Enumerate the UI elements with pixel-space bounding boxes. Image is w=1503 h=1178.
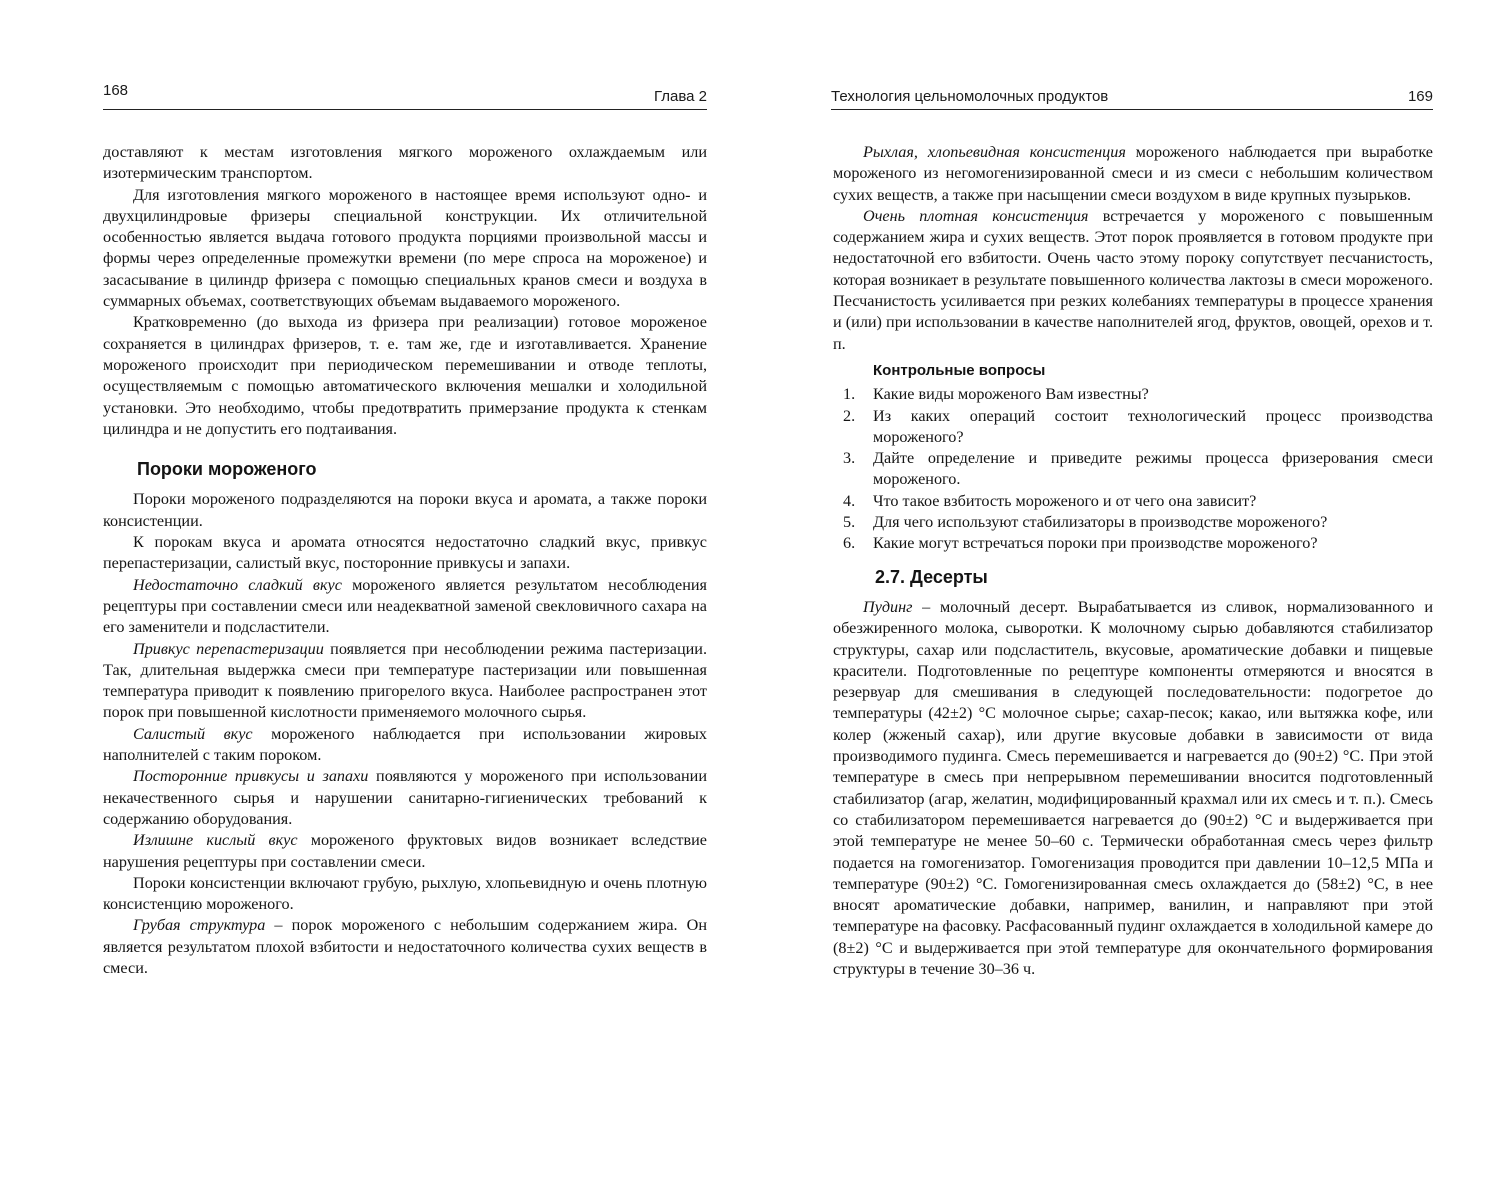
page-number: 168 xyxy=(103,82,129,99)
section-title: Пороки мороженого xyxy=(137,459,317,480)
question-item xyxy=(833,448,1433,491)
running-title: Технология цельномолочных продуктов xyxy=(831,88,1109,105)
question-item xyxy=(833,384,1433,405)
paragraph: доставляют к местам изготовления мягкого мороженого охлаждаемым или изотермическим транспортом. xyxy=(103,143,707,183)
term: Пудинг xyxy=(863,597,913,616)
running-header xyxy=(831,86,1433,110)
definition: – порок мороженого с небольшим содержанием жира. Он является результатом плохой взбитости и недостаточного количества сухих веществ в смеси. xyxy=(103,916,707,977)
page-body xyxy=(103,142,707,979)
paragraph: Кратковременно (до выхода из фризера при реализации) готовое мороженое сохраняется в цилиндрах фризеров, т. е. там же, где и изготавливается. Хранение мороженого происходит при периодическом перемешивании и отводе теплоты, осуществляемым с помощью автоматического включения мешалки и холодильной установки. Это необходимо, чтобы предотвратить примерзание продукта к стенкам цилиндра и не допустить его подтаивания. xyxy=(103,313,707,438)
term: Грубая структура xyxy=(133,916,266,935)
header-rule xyxy=(103,109,707,110)
right-page xyxy=(751,0,1503,1178)
term: Излишне кислый вкус xyxy=(133,831,298,850)
definition: мороженого является результатом несоблюдения рецептуры при составлении смеси или неадекватной заменой свекловичного сахара на его заменители и подсластители. xyxy=(103,575,707,637)
definition: мороженого наблюдается при использовании жировых наполнителей с таким пороком. xyxy=(103,724,707,765)
questions-title: Контрольные вопросы xyxy=(873,361,1046,379)
question-number: 6. xyxy=(843,534,856,553)
term: Посторонние привкусы и запахи xyxy=(133,767,369,786)
chapter-label: Глава 2 xyxy=(653,88,707,105)
term: Очень плотная консистенция xyxy=(863,206,1089,225)
question-item xyxy=(833,406,1433,449)
header-rule xyxy=(831,109,1433,110)
definition: появляется при несоблюдении режима пастеризации. Так, длительная выдержка смеси при температуре пастеризации или повышенная температура приводит к появлению пригорелого вкуса. Наиболее распространен этот порок при повышенной кислотности применяемого молочного сырья. xyxy=(103,639,707,722)
paragraph xyxy=(103,830,707,873)
definition: мороженого фруктовых видов возникает вследствие нарушения рецептуры при составлении смеси. xyxy=(103,831,707,871)
left-page xyxy=(0,0,751,1178)
paragraph xyxy=(103,724,707,767)
term: Недостаточно сладкий вкус xyxy=(133,575,342,594)
paragraph xyxy=(833,142,1433,206)
paragraph xyxy=(103,915,707,979)
question-text: Для чего используют стабилизаторы в производстве мороженого? xyxy=(873,513,1328,532)
term: Салистый вкус xyxy=(133,724,253,743)
question-item xyxy=(833,533,1433,554)
definition: встречается у мороженого с повышенным содержанием жира и сухих веществ. Этот порок проявляется в готовом продукте при недостаточной его взбитости. Очень часто этому пороку сопутствует песчанистость, которая возникает в результате повышенного количества лактозы в смеси мороженого. Песчанистость усиливается при резких колебаниях температуры в процессе хранения и (или) при использовании в качестве наполнителей ягод, фруктов, овощей, орехов и т. п. xyxy=(833,206,1433,353)
paragraph: Пороки консистенции включают грубую, рыхлую, хлопьевидную и очень плотную консистенцию мороженого. xyxy=(103,873,707,914)
paragraph xyxy=(103,575,707,639)
term: Рыхлая, хлопьевидная консистенция xyxy=(863,143,1126,161)
paragraph xyxy=(103,766,707,830)
paragraph xyxy=(103,639,707,724)
question-item xyxy=(833,491,1433,512)
question-number: 3. xyxy=(843,449,856,468)
paragraph: Для изготовления мягкого мороженого в настоящее время используют одно- и двухцилиндровые фризеры специальной конструкции. Их отличительной особенностью является выдача готового продукта порциями произвольной массы и формы через определенные промежутки времени (по мере спроса на мороженое) и засасывание в цилиндр фризера с помощью специальных кранов смеси и воздуха в суммарных объемах, соответствующих объемам выдаваемого мороженого. xyxy=(103,185,707,311)
question-number: 2. xyxy=(843,406,856,425)
question-text: Какие виды мороженого Вам известны? xyxy=(873,385,1149,404)
paragraph xyxy=(833,206,1433,355)
page-number: 169 xyxy=(1407,88,1433,105)
paragraph xyxy=(833,597,1433,980)
definition: – молочный десерт. Вырабатывается из сливок, нормализованного и обезжиренного молока, сыворотки. К молочному сырью добавляются стабилизатор структуры, сахар или подсластитель, вкусовые, ароматические добавки и пищевые красители. Подготовленные по рецептуре компоненты отмеряются и вносятся в резервуар для смешивания в следующей последовательности: подогретое до температуры (42±2) °С молочное сырье; сахар-песок; какао, или вытяжка кофе, или колер (жженый сахар), или другие вкусовые добавки в зависимости от вида производимого пудинга. Смесь перемешивается и нагревается до (90±2) °С. При этой температуре в смесь при непрерывном перемешивании вносится подготовленный стабилизатор (агар, желатин, модифицированный крахмал или их смесь и т. п.). Смесь со стабилизатором перемешивается нагревается до (90±2) °С и выдерживается при этой температуре не менее 50–60 с. Термически обработанная смесь через фильтр подается на гомогенизатор. Гомогенизация проводится при давлении 10–12,5 МПа и температуре (90±2) °С. Гомогенизированная смесь охлаждается до (58±2) °С, в нее вносят ароматические добавки, например, ванилин, и направляют при этой температуре на фасовку. Расфасованный пудинг охлаждается в холодильной камере до (8±2) °С и выдерживается при этой температуре для окончательного формирования структуры в течение 30–36 ч. xyxy=(833,597,1433,978)
term: Привкус перепастеризации xyxy=(133,639,324,658)
question-item xyxy=(833,512,1433,533)
running-header xyxy=(103,82,707,110)
question-number: 5. xyxy=(843,513,856,532)
question-text: Из каких операций состоит технологический процесс производства мороженого? xyxy=(873,406,1433,446)
question-number: 4. xyxy=(843,491,856,510)
question-number: 1. xyxy=(843,385,856,404)
section-title: 2.7. Десерты xyxy=(875,566,988,587)
questions-list xyxy=(833,384,1433,554)
paragraph: Пороки мороженого подразделяются на пороки вкуса и аромата, а также пороки консистенции. xyxy=(103,490,707,530)
definition: появляются у мороженого при использовании некачественного сырья и нарушении санитарно-гигиенических требований к содержанию оборудования. xyxy=(103,767,707,828)
paragraph: К порокам вкуса и аромата относятся недостаточно сладкий вкус, привкус перепастеризации, салистый вкус, посторонние привкусы и запахи. xyxy=(103,533,707,573)
question-text: Какие могут встречаться пороки при производстве мороженого? xyxy=(873,534,1318,553)
question-text: Что такое взбитость мороженого и от чего она зависит? xyxy=(873,491,1257,510)
page-body xyxy=(833,142,1433,980)
question-text: Дайте определение и приведите режимы процесса фризерования смеси мороженого. xyxy=(873,449,1433,489)
definition: мороженого наблюдается при выработке мороженого из негомогенизированной смеси и из смеси с небольшим количеством сухих веществ, а также при насыщении смеси воздухом в виде крупных пузырьков. xyxy=(833,143,1433,204)
